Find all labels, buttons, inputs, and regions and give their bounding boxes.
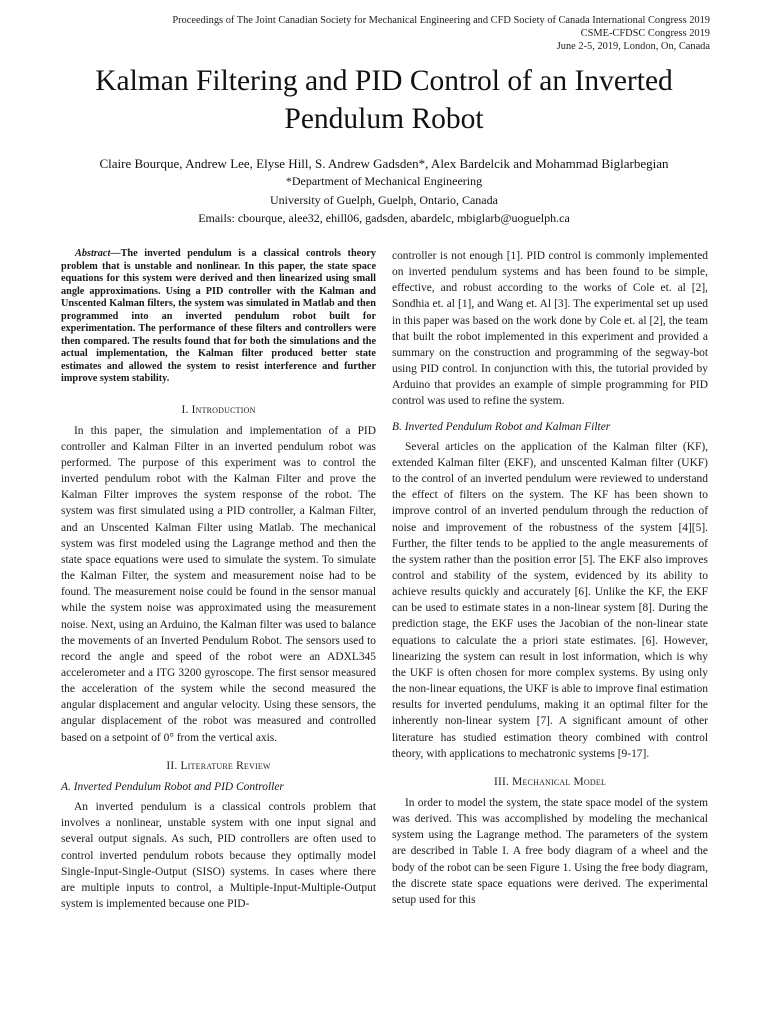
section-title: Introduction xyxy=(191,403,256,416)
author-list: Claire Bourque, Andrew Lee, Elyse Hill, S. Andrew Gadsden*, Alex Bardelcik and Mohammad Biglarbegian xyxy=(99,156,669,171)
left-column xyxy=(61,248,376,912)
title-line-2: Pendulum Robot xyxy=(284,103,484,135)
affiliation-emails: Emails: cbourque, alee32, ehill06, gadsden, abardelc, mbiglarb@uoguelph.ca xyxy=(198,211,570,225)
section-number: III. xyxy=(493,775,513,788)
proceedings-line-1: Proceedings of The Joint Canadian Society for Mechanical Engineering and CFD Society of Canada International Congress 2019 xyxy=(172,15,710,26)
mechanical-model-paragraph: In order to model the system, the state space model of the system was derived. This was accomplished by modeling the mechanical system using the Lagrange method. The parameters of the system are described in Table I. A free body diagram of a wheel and the body of the robot can be seen Figure 1. Using the free body diagram, the discrete state space equations were derived. The experimental setup used for this xyxy=(392,797,708,906)
section-heading-literature-review xyxy=(61,758,376,774)
subsection-heading-pid: A. Inverted Pendulum Robot and PID Controller xyxy=(61,780,284,793)
section-title: Mechanical Model xyxy=(512,775,607,788)
section-number: I. xyxy=(181,403,192,416)
section-number: II. xyxy=(166,759,181,772)
right-column xyxy=(392,248,708,908)
abstract-text: —The inverted pendulum is a classical controls theory problem that is unstable and nonlinear. In this paper, the state space equations for this system were derived and then linearized using small angle approximations. Using a PID controller with the Kalman and Unscented Kalman filters, the system was simulated in Matlab and then programmed into an inverted pendulum robot built for experimentation. The performance of these filters and controllers were then compared. The results found that for both the simulations and the actual implementation, the Kalman filter produced better state estimates and allowed the system to resist interference and further improve system stability. xyxy=(61,248,376,384)
affiliation-university: University of Guelph, Guelph, Ontario, Canada xyxy=(270,192,498,207)
pid-paragraph-part-2: controller is not enough [1]. PID control is commonly implemented on inverted pendulum systems and has been found to be simple, effective, and robust according to the works of Cole et. al [2], Sondhia et. al [1], and Wang et. Al [3]. The experimental set up used in this paper was based on the work done by Cole et. al [2], the team that built the robot implemented in this experiment and provided a summary on the construction and programming of the segway-bot using PID control. In conjunction with this, the tutorial provided by Arduino that provides an example of simple programming for PID control was used to refine the system. xyxy=(392,250,708,408)
paper-title xyxy=(40,62,728,138)
title-line-1: Kalman Filtering and PID Control of an Inverted xyxy=(95,65,673,97)
section-heading-introduction xyxy=(61,402,376,418)
section-title: Literature Review xyxy=(180,759,271,772)
proceedings-line-3: June 2-5, 2019, London, On, Canada xyxy=(556,41,710,53)
abstract xyxy=(61,248,376,386)
abstract-lead: Abstract xyxy=(75,248,111,259)
subsection-heading-kalman: B. Inverted Pendulum Robot and Kalman Filter xyxy=(392,420,611,433)
section-heading-mechanical-model xyxy=(392,774,708,790)
proceedings-header xyxy=(70,14,710,54)
proceedings-line-2: CSME-CFDSC Congress 2019 xyxy=(580,28,710,40)
affiliation-department: *Department of Mechanical Engineering xyxy=(285,174,483,188)
introduction-paragraph: In this paper, the simulation and implementation of a PID controller and Kalman Filter in an inverted pendulum robot was performed. The purpose of this experiment was to control the inverted pendulum robot with the Kalman Filter and prove the Kalman Filter improves the system response of the robot. The system was first simulated using a PID controller, a Kalman Filter, and an Unscented Kalman Filter using Matlab. The mechanical system was first modeled using the Lagrange method and then the state space equations were used to simulate the system. To simulate the Kalman Filter, the system and measurement noise had to be found. The measurement noise could be found in the sensor manual while the system noise was approximated using the measurement noise. Next, using an Arduino, the Kalman filter was used to balance the movements of an Inverted Pendulum Robot. The sensors used to record the angle and speed of the robot were an ADXL345 accelerometer and a ITG 3200 gyroscope. The first sensor measured the acceleration of the system while the second measured the angular displacement and angular velocity. Using these sensors, the angular displacement of the robot was measured and controlled based on a setpoint of 0° from the vertical axis. xyxy=(61,424,376,744)
affiliation xyxy=(20,172,748,228)
pid-paragraph-part-1: An inverted pendulum is a classical controls problem that involves a nonlinear, unstable system with one input signal and several output signals. As such, PID controllers are often used to control inverted pendulum robots because they optimally model Single-Input-Single-Output (SISO) systems. In cases where there are multiple inputs to control, a Multiple-Input-Multiple-Output system is implemented because one PID- xyxy=(61,801,376,911)
kalman-paragraph: Several articles on the application of the Kalman filter (KF), extended Kalman filter (EKF), and unscented Kalman filter (UKF) to the control of an inverted pendulum were reviewed to understand the effect of filters on the system. The KF has been shown to improve control of an inverted pendulum through the reduction of noise and improvement of the robustness of the system [4][5]. Further, the filter tends to be applied to the angle measurements of the system rather than the position error [5]. The EKF also improves control and stability of the system, evidenced by its ability to achieve results quickly and accurately [6]. Unlike the KF, the EKF can be used to estimate states in a non-linear system [8]. During the prediction stage, the EKF uses the Jacobian of the non-linear state equations to calculate the a priori state estimates. [6]. However, linearizing the system can result in lost information, which is why the UKF is often chosen for more complex systems. By using only the non-linear equations, the UKF is able to improve final estimation results for inverted pendulums, making it an optimal filter for the inherently non-linear system [7]. A significant amount of other literature has studied estimation theory combined with control theory, with applications to mechatronic systems [9-17]. xyxy=(392,440,708,760)
